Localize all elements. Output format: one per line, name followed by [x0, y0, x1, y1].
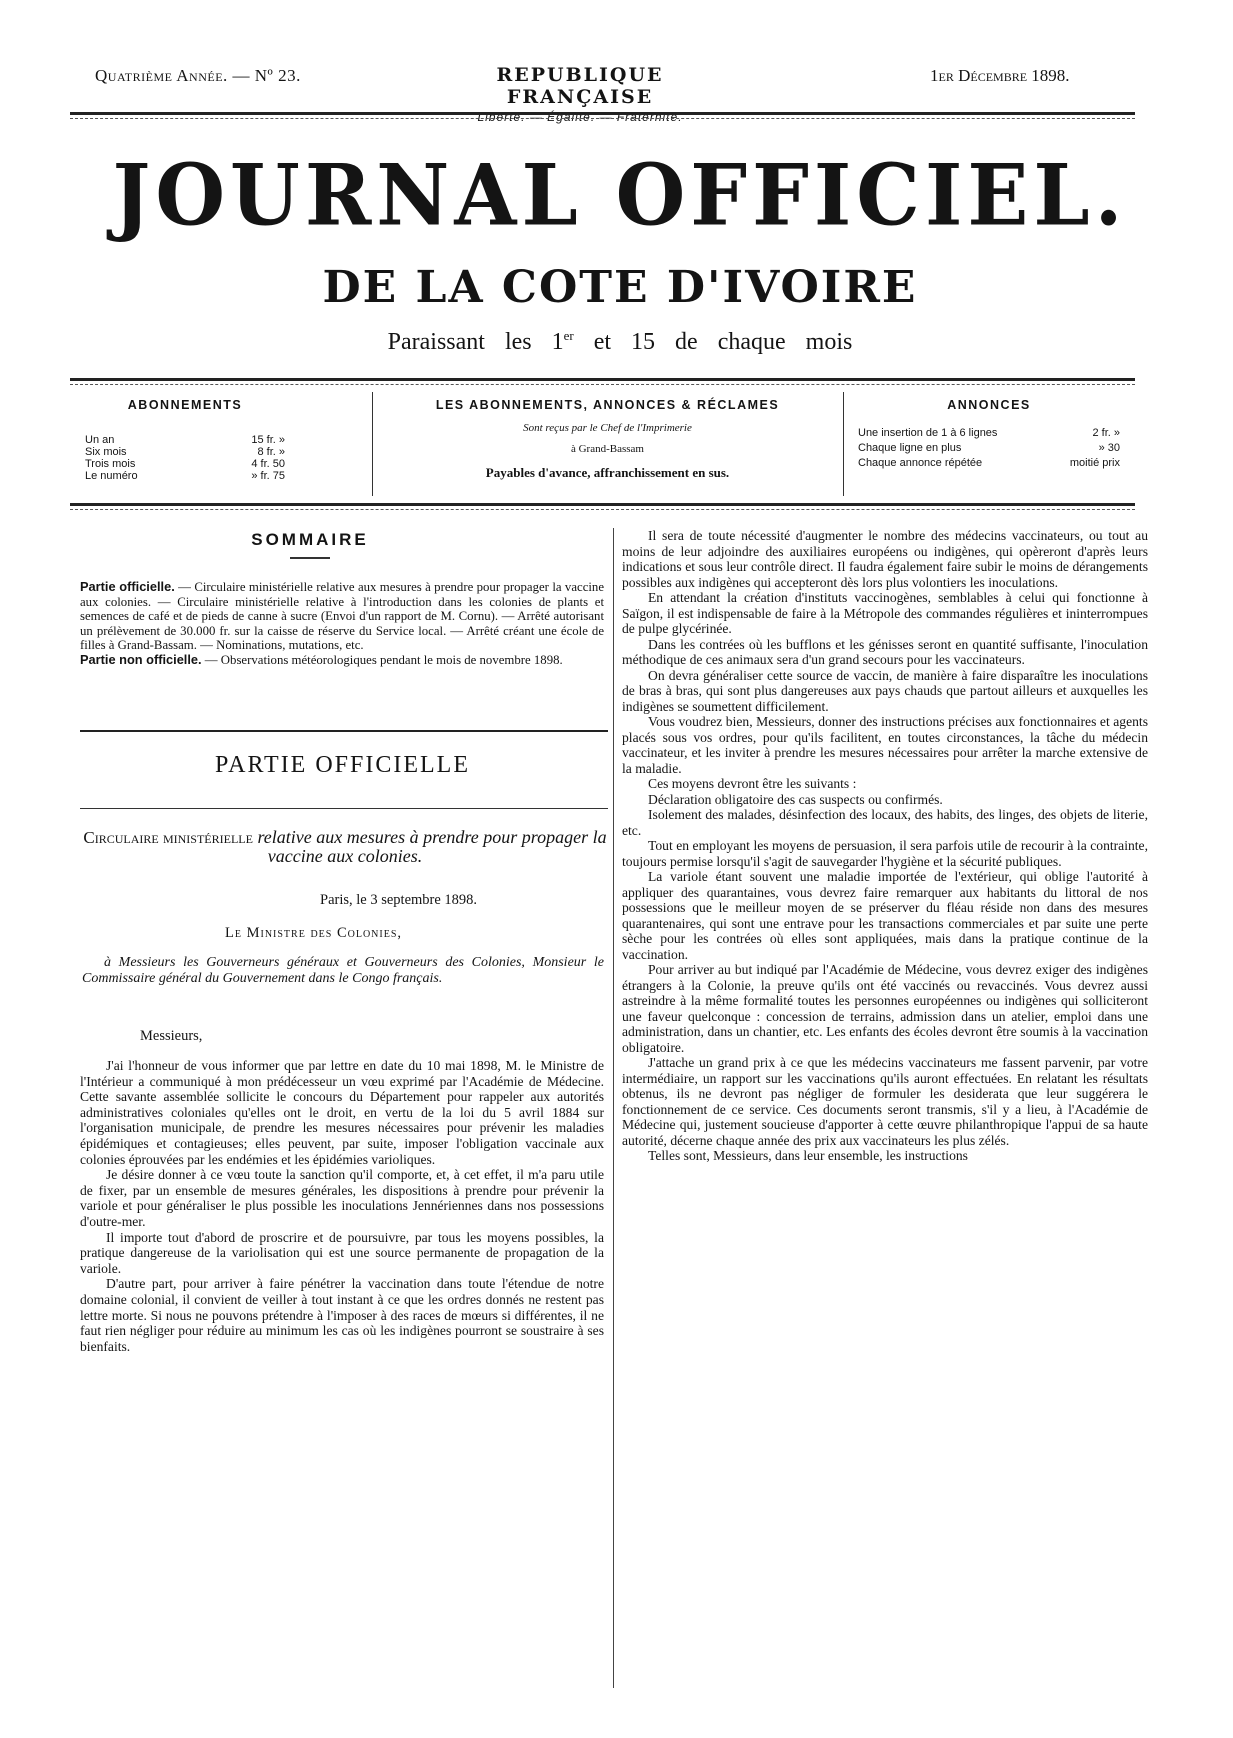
- sommaire-officielle-text: — Circulaire ministérielle relative aux mesures à prendre pour propager la vaccine aux colonies. — Circulaire ministérielle relative à l'introduction dans les colonies de plants et semences de café et de pieds de canne à sucre (Envoi d'un rapport de M. Cornu). — Arrêté autorisant un prélèvement de 30.000 fr. sur la caisse de réserve du Service local. — Arrêté créant une école de filles à Grand-Bassam. — Nominations, mutations, etc.: [80, 580, 605, 653]
- paragraph: Il importe tout d'abord de proscrire et de poursuivre, par tous les moyens possibles, la pratique dangereuse de la variolisation qui est une source permanente de propagation de la variole.: [80, 1229, 604, 1276]
- paragraph: D'autre part, pour arriver à faire pénétrer la vaccination dans toute l'étendue de notre domaine colonial, il convient de veiller à tout instant à ce que les ordres donnés ne restent pas lettre morte. Si nous ne pouvons prétendre à l'imposer à des races de mœurs si différentes, il ne faut rien négliger pour réduire au minimum les cas où les indigènes pourront se soustraire à ses bienfaits.: [80, 1276, 604, 1354]
- paragraph: Pour arriver au but indiqué par l'Académie de Médecine, vous devrez exiger des indigènes étrangers à la Colonie, la preuve qu'ils ont été vaccinés ou revaccinés. Vous devrez aussi astreindre à la même formalité toutes les personnes européennes ou indigènes qui solliciteront une faveur quelconque : concession de terrains, admission dans un atelier, emploi dans une administration, dans un chantier, etc. Les enfants des écoles devront être soumis à la vaccination obligatoire.: [622, 962, 1148, 1055]
- abonnement-label: Le numéro: [85, 470, 138, 482]
- abonnement-row: [85, 434, 285, 446]
- abonnement-label: Un an: [85, 434, 115, 446]
- journal-subtitle: DE LA COTE D'IVOIRE: [322, 262, 918, 313]
- paragraph: En attendant la création d'instituts vaccinogènes, semblables à celui qui fonctionne à Saïgon, il est indispensable de faire à la Métropole des commandes régulières et ininterrompues de pulpe glycérinée.: [622, 590, 1148, 636]
- salutation: Messieurs,: [140, 1028, 203, 1044]
- abonnements-box: [85, 398, 285, 500]
- annonce-price: 2 fr. »: [1092, 427, 1120, 439]
- paragraph: Il sera de toute nécessité d'augmenter le nombre des médecins vaccinateurs, ou tout au moins de leur adjoindre des auxiliaires européens ou indigènes, qui opèreront d'après leurs indications et sous leur contrôle direct. Il faudra également faire subir le moins de dérangements possibles aux indigènes qui accepteront dès lors plus volontiers les inoculations.: [622, 528, 1148, 590]
- place-date: Paris, le 3 septembre 1898.: [320, 892, 478, 908]
- abonnement-row: [85, 470, 285, 482]
- sommaire-officielle-label: Partie officielle.: [80, 579, 175, 594]
- circulaire-title-italic: relative aux mesures à prendre pour propager la vaccine aux colonies.: [252, 827, 607, 866]
- middle-box-line3: Payables d'avance, affranchissement en sus.: [485, 465, 730, 480]
- annonce-row: [858, 456, 1120, 471]
- paragraph: La variole étant souvent une maladie importée de l'extérieur, qui oblige l'autorité à appliquer des quarantaines, vous devrez faire remarquer aux habitants du littoral de nos possessions que le meilleur moyen de se préserver du fléau réside non dans des mesures quarantenaires, qui sont une entrave pour les transactions commerciales et par suite une perte sèche pour les contrées où elles sont appliquées, mais dans la pratique continue de la vaccination.: [622, 869, 1148, 962]
- paragraph: Ces moyens devront être les suivants :: [648, 776, 857, 791]
- sommaire-non-officielle: [80, 653, 604, 668]
- publication-frequency: [75, 328, 1165, 356]
- annonces-title: ANNONCES: [947, 398, 1031, 412]
- circulaire-title: [80, 828, 610, 866]
- paragraph: Vous voudrez bien, Messieurs, donner des instructions précises aux fonctionnaires et agents placés sous vos ordres, pour qu'ils facilitent, en toutes circonstances, la tâche du médecin vaccinateur, et les inviter à prendre les mesures nécessaires pour arrêter la marche extensive de la maladie.: [622, 714, 1148, 776]
- paragraph: Déclaration obligatoire des cas suspects ou confirmés.: [648, 791, 943, 807]
- sommaire-ornament: [290, 557, 330, 559]
- abonnement-row: [85, 458, 285, 470]
- masthead-rule: [70, 378, 1135, 385]
- issue-number: Quatrième Année. — Nº 23.: [95, 66, 301, 85]
- left-column-text: [80, 1058, 604, 1354]
- tagline-part-a: Paraissant les 1: [387, 329, 564, 355]
- right-column-text: [622, 528, 1148, 1164]
- annonce-price: » 30: [1098, 442, 1120, 454]
- paragraph: J'ai l'honneur de vous informer que par lettre en date du 10 mai 1898, M. le Ministre de l'Intérieur a communiqué à mon prédécesseur un vœu exprimé par l'Académie de Médecine. Cette savante assemblée sollicite le concours du Département pour rappeler aux autorités administratives coloniales qu'elles ont le droit, en vertu de la loi du 5 avril 1884 sur l'organisation municipale, de prendre les mesures nécessaires pour prévenir les maladies épidémiques et contagieuses; elles peuvent, par suite, imposer l'obligation vaccinale aux colonies éprouvées par les endémies et les épidémies varioliques.: [80, 1058, 604, 1167]
- partie-officielle-heading: PARTIE OFFICIELLE: [214, 752, 470, 778]
- abonnements-title: ABONNEMENTS: [127, 398, 243, 412]
- abonnement-label: Six mois: [85, 446, 127, 458]
- box-bottom-rule: [70, 503, 1135, 510]
- issue-date: 1er Décembre 1898.: [930, 66, 1070, 85]
- paragraph: Je désire donner à ce vœu toute la sanction qu'il comporte, et, à cet effet, il m'a paru utile de fixer, par un ensemble de mesures générales, les dispositions à prendre pour prévenir la variole et pour généraliser le plus possible les inoculations Jennériennes dans nos possessions d'outre-mer.: [80, 1167, 604, 1229]
- annonce-label: Chaque ligne en plus: [858, 442, 962, 454]
- abonnement-price: 4 fr. 50: [251, 458, 285, 470]
- journal-title: JOURNAL OFFICIEL.: [112, 145, 1128, 245]
- middle-box-line2: à Grand-Bassam: [570, 443, 644, 455]
- annonce-label: Chaque annonce répétée: [858, 457, 983, 469]
- addressees: à Messieurs les Gouverneurs généraux et Gouverneurs des Colonies, Monsieur le Commissaire général du Gouvernement dans le Congo français.: [82, 955, 604, 986]
- sommaire-officielle: [80, 580, 604, 653]
- paragraph: Isolement des malades, désinfection des locaux, des habits, des linges, des objets de literie, etc.: [622, 807, 1148, 838]
- annonce-label: Une insertion de 1 à 6 lignes: [858, 427, 998, 439]
- annonce-row: [858, 426, 1120, 441]
- paragraph: Tout en employant les moyens de persuasion, il sera parfois utile de recourir à la contrainte, toujours permise lorsqu'il s'agit de sauvegarder l'hygiène et la sécurité publiques.: [622, 838, 1148, 869]
- sommaire-body: [80, 580, 604, 668]
- abonnements-rows: [85, 434, 285, 482]
- abonnement-price: 15 fr. »: [251, 434, 285, 446]
- abonnement-price: » fr. 75: [251, 470, 285, 482]
- sommaire-non-officielle-label: Partie non officielle.: [80, 651, 202, 667]
- annonce-price: moitié prix: [1069, 457, 1120, 469]
- minister-line: Le Ministre des Colonies,: [225, 925, 403, 941]
- abonnement-row: [85, 446, 285, 458]
- column-separator: [613, 528, 614, 1688]
- tagline-part-b: et 15 de chaque mois: [573, 329, 853, 355]
- middle-box-title: LES ABONNEMENTS, ANNONCES & RÉCLAMES: [435, 398, 780, 412]
- paragraph: J'attache un grand prix à ce que les médecins vaccinateurs me fassent parvenir, par votre intermédiaire, un rapport sur les vaccinations qu'ils auront effectuées. En relatant les résultats obtenus, ils ne devront pas négliger de formuler les desiderata que leur suggérera le fonctionnement de ce service. Ces documents seront transmis, s'il y a lieu, à l'Académie de Médecine qui, justement soucieuse d'apporter à cette œuvre philanthropique l'appui de sa haute autorité, décerne chaque année des prix aux vaccinateurs les plus zélés.: [622, 1055, 1148, 1148]
- annonces-box: [858, 398, 1120, 500]
- abonnement-label: Trois mois: [85, 458, 136, 470]
- tagline-superscript: er: [563, 328, 574, 343]
- section-rule: [80, 730, 608, 732]
- box-divider: [843, 392, 844, 496]
- sommaire-non-officielle-text: — Observations météorologiques pendant le mois de novembre 1898.: [201, 652, 563, 667]
- sommaire-title: SOMMAIRE: [251, 530, 369, 549]
- middle-box: [380, 398, 835, 500]
- annonces-rows: [858, 426, 1120, 471]
- circulaire-title-sc: Circulaire ministérielle: [83, 828, 253, 847]
- annonce-row: [858, 441, 1120, 456]
- section-rule-thin: [80, 808, 608, 809]
- republic-motto: Liberté. — Égalité. — Fraternité.: [477, 110, 683, 124]
- paragraph: Telles sont, Messieurs, dans leur ensemble, les instructions: [648, 1148, 968, 1163]
- middle-box-line1: Sont reçus par le Chef de l'Imprimerie: [523, 422, 692, 434]
- paragraph: On devra généraliser cette source de vaccin, de manière à faire disparaître les inoculations de bras à bras, qui sont plus dangereuses aux pays chauds que partout ailleurs et auxquelles les indigènes se soumettent difficilement.: [622, 667, 1148, 714]
- box-divider: [372, 392, 373, 496]
- abonnement-price: 8 fr. »: [257, 446, 285, 458]
- header-rule: [70, 112, 1135, 119]
- paragraph: Dans les contrées où les bufflons et les génisses seront en quantité suffisante, l'inoculation méthodique de ces animaux sera d'un grand secours pour les vaccinateurs.: [622, 636, 1148, 667]
- republic-title: REPUBLIQUE FRANÇAISE: [496, 64, 664, 108]
